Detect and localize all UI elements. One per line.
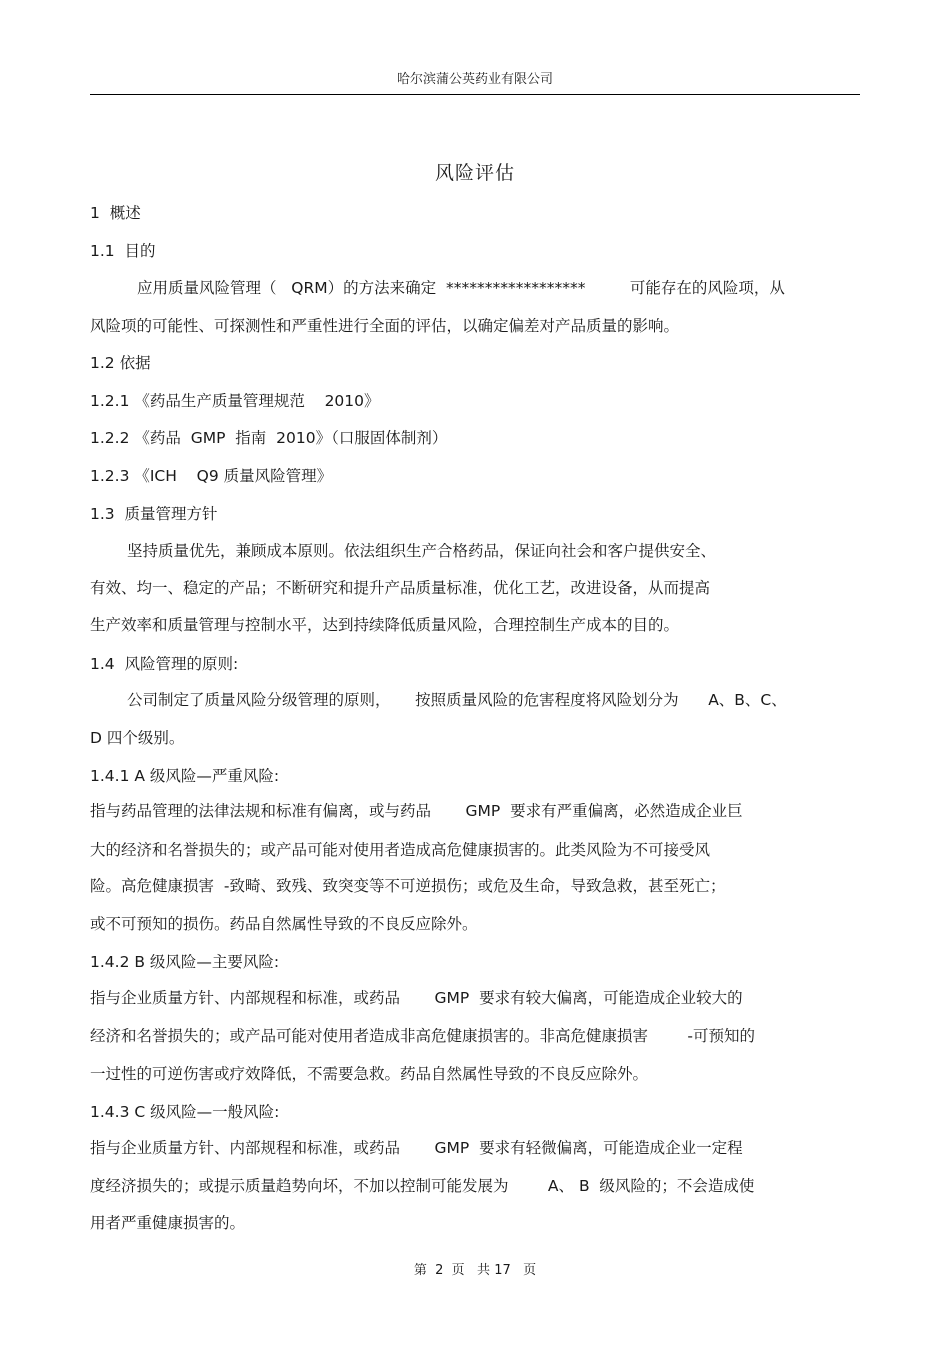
paragraph-line: 经济和名誉损失的；或产品可能对使用者造成非高危健康损害的。非高危健康损害 -可预知的	[90, 1027, 756, 1045]
document-title: 风险评估	[434, 162, 515, 184]
section-heading: 1.3 质量管理方针	[90, 505, 218, 523]
header-divider	[90, 94, 860, 95]
subsection-heading: 1.4.1 A 级风险—严重风险:	[90, 767, 280, 785]
reference-item: 1.2.3 《ICH Q9 质量风险管理》	[90, 467, 333, 485]
paragraph-line: D 四个级别。	[90, 729, 185, 747]
paragraph-line: 一过性的可逆伤害或疗效降低，不需要急救。药品自然属性导致的不良反应除外。	[90, 1065, 649, 1083]
paragraph-line: 险。高危健康损害 -致畸、致残、致突变等不可逆损伤；或危及生命，导致急救，甚至死亡；	[90, 877, 726, 895]
section-heading: 1.1 目的	[90, 242, 156, 260]
subsection-heading: 1.4.3 C 级风险—一般风险:	[90, 1103, 280, 1121]
paragraph-line: 指与药品管理的法律法规和标准有偏离，或与药品 GMP 要求有严重偏离，必然造成企业巨	[90, 802, 743, 820]
paragraph-line: 指与企业质量方针、内部规程和标准，或药品 GMP 要求有较大偏离，可能造成企业较大的	[90, 989, 743, 1007]
paragraph-line: 坚持质量优先，兼顾成本原则。依法组织生产合格药品，保证向社会和客户提供安全、	[127, 542, 717, 560]
section-heading: 1.4 风险管理的原则:	[90, 655, 239, 673]
paragraph-line: 风险项的可能性、可探测性和严重性进行全面的评估，以确定偏差对产品质量的影响。	[90, 317, 680, 335]
paragraph-line: 公司制定了质量风险分级管理的原则， 按照质量风险的危害程度将风险划分为 A、B、C、	[127, 691, 787, 709]
page-number: 第 2 页 共 17 页	[413, 1263, 537, 1278]
section-heading: 1.2 依据	[90, 354, 151, 372]
paragraph-line: 应用质量风险管理（ QRM）的方法来确定 ****************** 可能存在的风险项，从	[137, 279, 785, 297]
reference-item: 1.2.1 《药品生产质量管理规范 2010》	[90, 392, 380, 410]
paragraph-line: 大的经济和名誉损失的；或产品可能对使用者造成高危健康损害的。此类风险为不可接受风	[90, 841, 711, 859]
paragraph-line: 指与企业质量方针、内部规程和标准，或药品 GMP 要求有轻微偏离，可能造成企业一定程	[90, 1139, 743, 1157]
paragraph-line: 用者严重健康损害的。	[90, 1214, 246, 1232]
reference-item: 1.2.2 《药品 GMP 指南 2010》（口服固体制剂）	[90, 429, 448, 447]
paragraph-line: 有效、均一、稳定的产品；不断研究和提升产品质量标准，优化工艺，改进设备，从而提高	[90, 579, 711, 597]
subsection-heading: 1.4.2 B 级风险—主要风险:	[90, 953, 280, 971]
paragraph-line: 生产效率和质量管理与控制水平，达到持续降低质量风险，合理控制生产成本的目的。	[90, 616, 680, 634]
section-heading: 1 概述	[90, 204, 141, 222]
paragraph-line: 度经济损失的；或提示质量趋势向坏，不加以控制可能发展为 A、 B 级风险的；不会造成使	[90, 1177, 755, 1195]
page-header: 哈尔滨蒲公英药业有限公司	[396, 72, 553, 87]
paragraph-line: 或不可预知的损伤。药品自然属性导致的不良反应除外。	[90, 915, 478, 933]
